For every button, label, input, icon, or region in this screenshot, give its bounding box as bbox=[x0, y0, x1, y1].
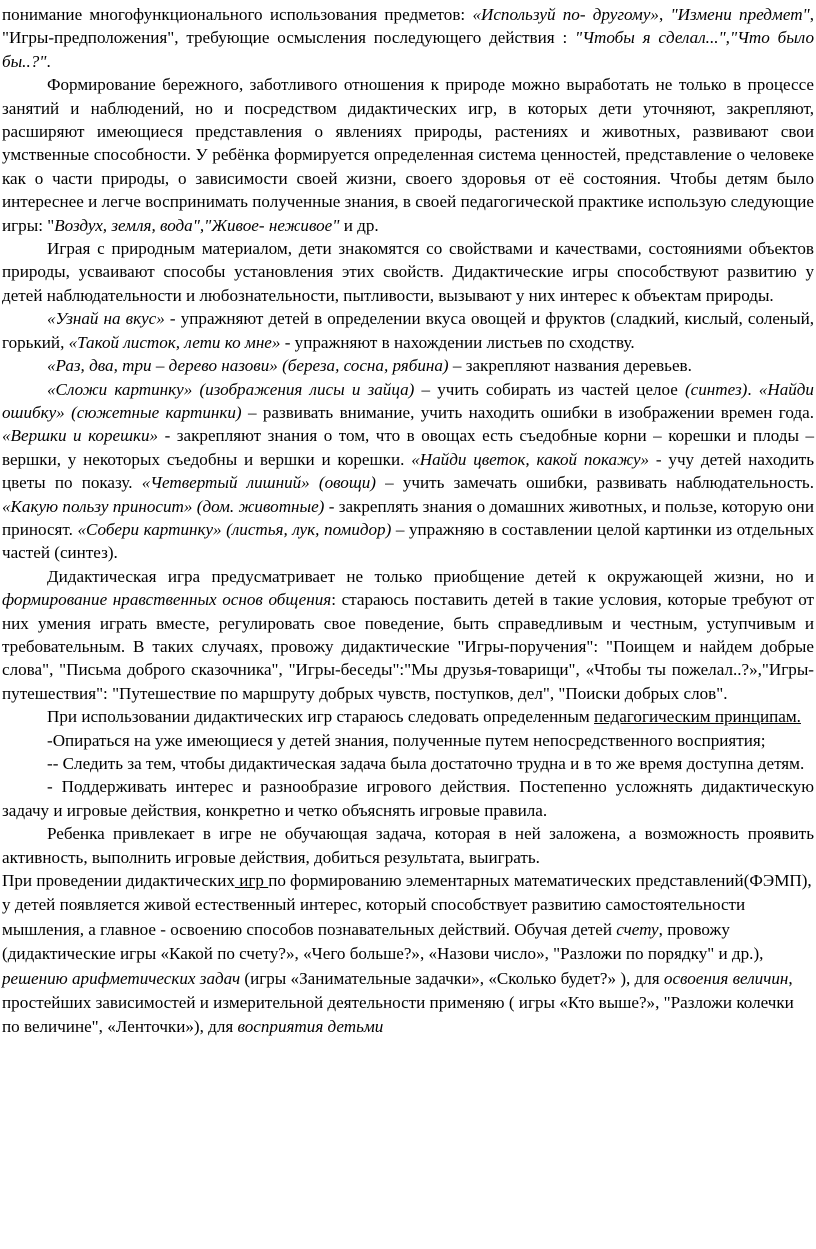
italic-game-title: «Четвертый лишний» (овощи) bbox=[141, 473, 376, 493]
paragraph-trees-game bbox=[2, 354, 814, 377]
italic-text: (синтез) bbox=[684, 379, 748, 399]
text: : стараюсь поставить детей в такие условия, которые требуют от них умения играть вместе, регулировать свое поведение, быть справедливым и честным, уступчивым и требовательным. В таких случаях, провожу дидактические "Игры-поручения": "Поищем и найдем добрые слова", "Письма доброго сказочника", "Игры-беседы":"Мы друзья-товарищи", «Чтобы ты пожелал..?»,"Игры-путешествия": "Путешествие по маршруту добрых чувств, поступков, дел", "Поиски добрых слов". bbox=[2, 590, 814, 703]
text: При проведении дидактических bbox=[2, 871, 235, 891]
text: – развивать внимание, учить находить ошибки в изображении времен года. bbox=[241, 402, 814, 422]
text: - Поддерживать интерес и разнообразие игрового действия. Постепенно усложнять дидактическую задачу и игровые действия, конкретно и четко объяснять игровые правила. bbox=[2, 777, 814, 820]
italic-game-title: «Используй по- другому» bbox=[472, 5, 659, 24]
italic-text: счету bbox=[616, 919, 659, 939]
italic-game-title: «Какую пользу приносит» (дом. животные) bbox=[2, 496, 325, 516]
text: - упражняют детей в определении вкуса овощей и фруктов (сладкий, кислый, соленый, горький, bbox=[2, 309, 814, 352]
paragraph-principle-3 bbox=[2, 775, 814, 822]
underlined-text: игр bbox=[234, 871, 269, 891]
text: - упражняют в нахождении листьев по сходству. bbox=[280, 332, 635, 352]
paragraph-principles-intro bbox=[2, 705, 814, 728]
text: – учить замечать ошибки, развивать наблюдательность. bbox=[376, 473, 814, 493]
italic-game-title: «Найди цветок, какой покажу» bbox=[411, 449, 650, 469]
paragraph-nature-attitude bbox=[2, 73, 814, 237]
text: - учу детей находить цветы по показу. bbox=[2, 449, 814, 493]
text: – учить собирать из частей целое bbox=[414, 379, 685, 399]
text: , bbox=[658, 5, 671, 24]
text: , провожу (дидактические игры «Какой по счету?», «Чего больше?», «Назови число», "Разложи по порядку" и др.), bbox=[2, 919, 764, 964]
paragraph-math-games bbox=[2, 869, 814, 1040]
italic-game-title: «Раз, два, три – дерево назови» (береза, сосна, рябина) bbox=[47, 356, 449, 376]
paragraph-moral-foundations bbox=[2, 565, 814, 705]
text: -Опираться на уже имеющиеся у детей знания, полученные путем непосредственного восприятия; bbox=[47, 730, 766, 750]
underlined-text: педагогическим принципам. bbox=[594, 707, 801, 727]
italic-text: решению арифметических задач bbox=[2, 968, 241, 988]
text: Ребенка привлекает в игре не обучающая задача, которая в ней заложена, а возможность проявить активность, выполнить игровые действия, добиться результата, выиграть. bbox=[2, 824, 814, 867]
text: -- Следить за тем, чтобы дидактическая задача была достаточно трудна и в то же время доступна детям. bbox=[47, 754, 805, 773]
text: Играя с природным материалом, дети знакомятся со свойствами и качествами, состояниями объектов природы, усваивают способы установления этих свойств. Дидактические игры способствуют развитию у детей наблюдательности и любознательности, пытливости, вызывают у них интерес к объектам природы. bbox=[2, 239, 814, 305]
text: . bbox=[747, 379, 759, 399]
text: понимание многофункционального использования предметов: bbox=[2, 5, 473, 24]
text: (игры «Занимательные задачки», «Сколько будет?» ), для bbox=[240, 968, 664, 988]
paragraph-taste-game bbox=[2, 307, 814, 354]
italic-game-title: «Собери картинку» (листья, лук, помидор) bbox=[77, 519, 392, 539]
text: При использовании дидактических игр стараюсь следовать определенным bbox=[47, 707, 595, 727]
text: и др. bbox=[339, 215, 379, 235]
italic-game-title: «Вершки и корешки» bbox=[2, 426, 159, 446]
text: Формирование бережного, заботливого отношения к природе можно выработать не только в процессе занятий и наблюдений, но и посредством дидактических игр, в которых дети уточняют, закрепляют, расширяют имеющиеся представления о явлениях природы, растениях и животных, развивают свои умственные способности. У ребёнка формируется определенная система ценностей, представление о человеке как о части природы, о зависимости своей жизни, своего здоровья от её состояния. Чтобы детям было интереснее и легче воспринимать полученные знания, в своей педагогической практике использую следующие игры: " bbox=[2, 75, 814, 235]
italic-text: освоения величин bbox=[663, 968, 789, 988]
paragraph-games-intro bbox=[2, 3, 814, 73]
text: – закрепляют названия деревьев. bbox=[448, 356, 692, 376]
italic-game-title: "Чтобы я сделал...","Что было бы..?" bbox=[2, 28, 814, 71]
paragraph-natural-material bbox=[2, 237, 814, 307]
italic-game-title: «Сложи картинку» (изображения лисы и зайца) bbox=[47, 379, 415, 399]
paragraph-principle-1 bbox=[2, 729, 814, 752]
text: - закрепляют знания о том, что в овощах есть съедобные корни – корешки и плоды – вершки, у некоторых съедобны и вершки и корешки. bbox=[2, 426, 814, 469]
italic-game-title: «Узнай на вкус» bbox=[47, 309, 165, 329]
italic-text: восприятия детьми bbox=[237, 1017, 384, 1037]
paragraph-games-list bbox=[2, 378, 814, 565]
text: . bbox=[46, 51, 51, 71]
text: , простейших зависимостей и измерительной деятельности применяю ( игры «Кто выше?», "Разложи колечки по величине", «Ленточки»), для bbox=[2, 968, 794, 1037]
italic-text: формирование нравственных основ общения bbox=[2, 590, 332, 610]
italic-game-title: «Такой листок, лети ко мне» bbox=[68, 332, 281, 352]
italic-game-title: Воздух, земля, вода","Живое- неживое" bbox=[54, 215, 340, 235]
text: – упражняю в составлении целой картинки из отдельных частей (синтез). bbox=[2, 519, 814, 563]
italic-game-title: «Найди ошибку» (сюжетные картинки) bbox=[2, 379, 814, 422]
paragraph-principle-2 bbox=[2, 752, 814, 775]
text: - закреплять знания о домашних животных, и пользе, которую они приносят. bbox=[2, 496, 814, 539]
text: по формированию элементарных математических представлений(ФЭМП), у детей появляется живой естественный интерес, который способствует развитию самостоятельности мышления, а главное - освоению способов познавательных действий. Обучая детей bbox=[2, 871, 812, 939]
text: Дидактическая игра предусматривает не только приобщение детей к окружающей жизни, но и bbox=[47, 566, 814, 586]
italic-game-title: "Измени предмет" bbox=[670, 5, 810, 24]
paragraph-child-motivation bbox=[2, 822, 814, 869]
text: , "Игры-предположения", требующие осмысления последующего действия : bbox=[2, 5, 814, 48]
